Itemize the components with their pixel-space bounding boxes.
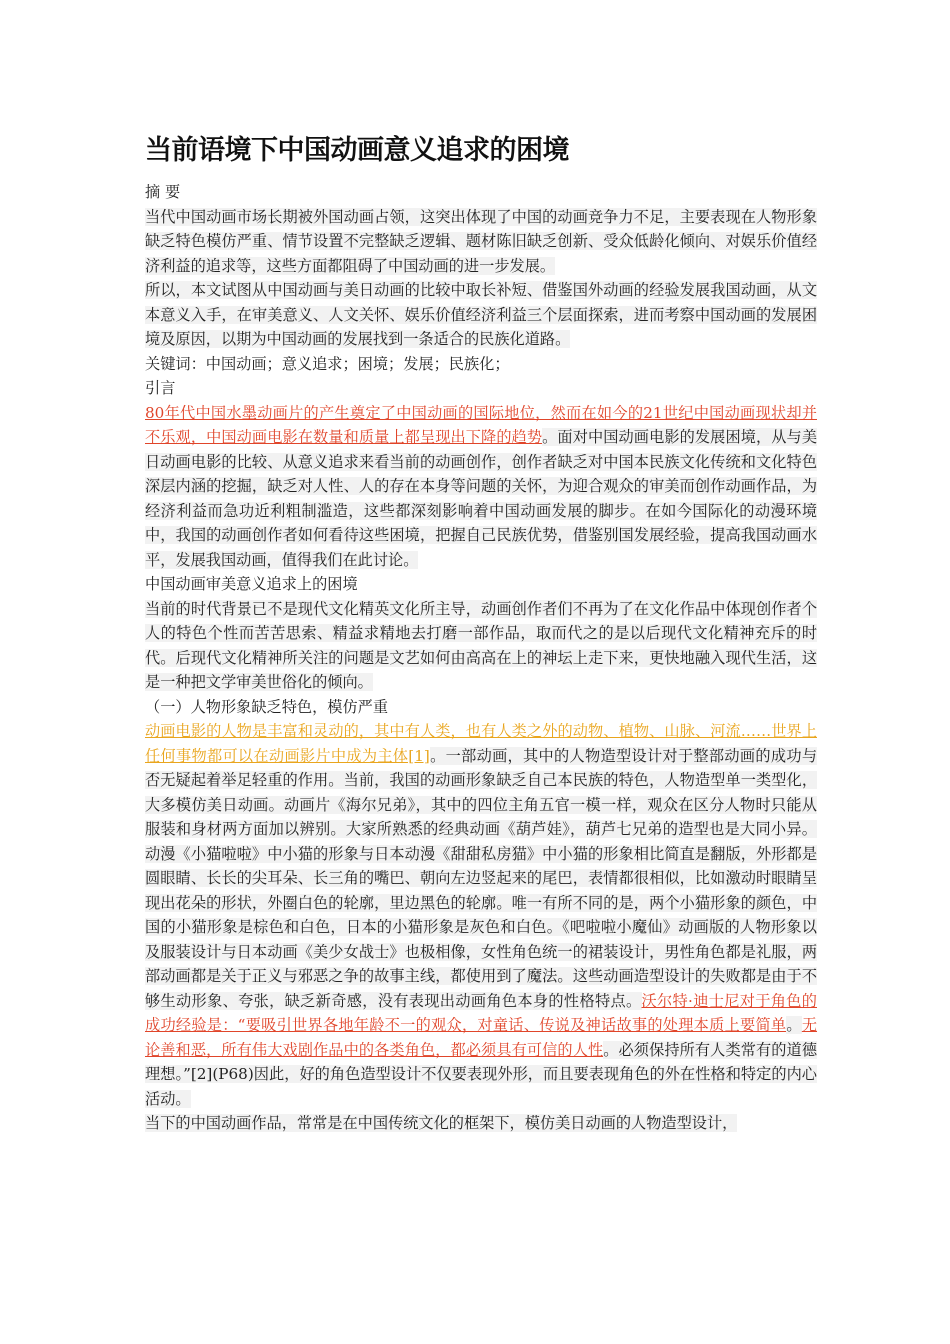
last-paragraph [145,1111,817,1136]
intro-text: 。面对中国动画电影的发展困境，从与美日动画电影的比较、从意义追求来看当前的动画创作，创作者缺乏对中国本民族文化传统和文化特色深层内涵的挖掘，缺乏对人性、人的存在本身等问题的关怀，为迎合观众的审美而创作动画作品，为经济利益而急功近利粗制滥造，这些都深刻影响着中国动画发展的脚步。在如今国际化的动漫环境中，我国的动画创作者如何看待这些困境，把握自己民族优势，借鉴别国发展经验，提高我国动画水平，发展我国动画，值得我们在此讨论。 [145,428,818,569]
section-1-heading: 中国动画审美意义追求上的困境 [145,575,358,593]
document-body [145,180,817,1136]
quote-separator: 。 [786,1016,802,1034]
section-1-paragraph [145,597,817,695]
last-paragraph-text: 当下的中国动画作品，常常是在中国传统文化的框架下，模仿美日动画的人物造型设计， [145,1114,738,1132]
document-page [145,128,817,1136]
intro-paragraph [145,401,817,573]
subsection-1-ending: 。必须保持所有人类常有的道德理想。”[2](P68)因此，好的角色造型设计不仅要表现外形，而且要表现角色的外在性格和特定的内心活动。 [145,1040,818,1108]
document-title: 当前语境下中国动画意义追求的困境 [145,135,569,166]
subsection-1-text: 。一部动画，其中的人物造型设计对于整部动画的成功与否无疑起着举足轻重的作用。当前，我国的动画形象缺乏自己本民族的特色，人物造型单一类型化，大多模仿美日动画。动画片《海尔兄弟》，其中的四位主角五官一模一样，观众在区分人物时只能从服装和身材两方面加以辨别。大家所熟悉的经典动画《葫芦娃》，葫芦七兄弟的造型也是大同小异。动漫《小猫啦啦》中小猫的形象与日本动漫《甜甜私房猫》中小猫的形象相比简直是翻版，外形都是圆眼睛、长长的尖耳朵、长三角的嘴巴、朝向左边竖起来的尾巴，表情都很相似，比如激动时眼睛呈现出花朵的形状，外圈白色的轮廓，里边黑色的轮廓。唯一有所不同的是，两个小猫形象的颜色，中国的小猫形象是棕色和白色，日本的小猫形象是灰色和白色。《吧啦啦小魔仙》动画版的人物形象以及服装设计与日本动画《美少女战士》也极相像，女性角色统一的裙装设计，男性角色都是礼服，两部动画都是关于正义与邪恶之争的故事主线，都使用到了魔法。这些动画造型设计的失败都是由于不够生动形象、夸张，缺乏新奇感，没有表现出动画角色本身的性格特点。 [145,746,818,1010]
intro-heading: 引言 [145,379,176,397]
abstract-paragraph-1 [145,205,817,279]
abstract-text-2: 所以，本文试图从中国动画与美日动画的比较中取长补短、借鉴国外动画的经验发展我国动画，从文本意义入手，在审美意义、人文关怀、娱乐价值经济利益三个层面探索，进而考察中国动画的发展困境及原因，以期为中国动画的发展找到一条适合的民族化道路。 [145,281,817,348]
subsection-1-heading: （一）人物形象缺乏特色，模仿严重 [145,697,388,716]
disney-quote-part-2: 无论善和恶，所有伟大戏剧作品中的各类角色，都必须具有可信的人性 [145,1016,818,1059]
abstract-text-1: 当代中国动画市场长期被外国动画占领，这突出体现了中国的动画竞争力不足，主要表现在人物形象缺乏特色模仿严重、情节设置不完整缺乏逻辑、题材陈旧缺乏创新、受众低龄化倾向、对娱乐价值经济利益的追求等，这些方面都阻碍了中国动画的进一步发展。 [145,207,817,275]
keywords-line: 关键词：中国动画；意义追求；困境；发展；民族化； [145,354,510,373]
subsection-1-highlight: 动画电影的人物是丰富和灵动的，其中有人类，也有人类之外的动物、植物、山脉、河流……世界上任何事物都可以在动画影片中成为主体[1] [145,722,817,765]
disney-quote-part-1: 沃尔特·迪士尼对于角色的成功经验是：“要吸引世界各地年龄不一的观众，对童话、传说及神话故事的处理本质上要简单 [145,991,817,1034]
intro-highlight: 80年代中国水墨动画片的产生奠定了中国动画的国际地位，然而在如今的21世纪中国动画现状却并不乐观，中国动画电影在数量和质量上都呈现出下降的趋势 [145,403,817,446]
section-1-text: 当前的时代背景已不是现代文化精英文化所主导，动画创作者们不再为了在文化作品中体现创作者个人的特色个性而苦苦思索、精益求精地去打磨一部作品，取而代之的是以后现代文化精神充斥的时代。后现代文化精神所关注的问题是文艺如何由高高在上的神坛上走下来，更快地融入现代生活，这是一种把文学审美世俗化的倾向。 [145,599,817,691]
abstract-paragraph-2 [145,278,817,352]
abstract-heading: 摘 要 [145,183,181,201]
subsection-1-paragraph [145,719,817,1111]
